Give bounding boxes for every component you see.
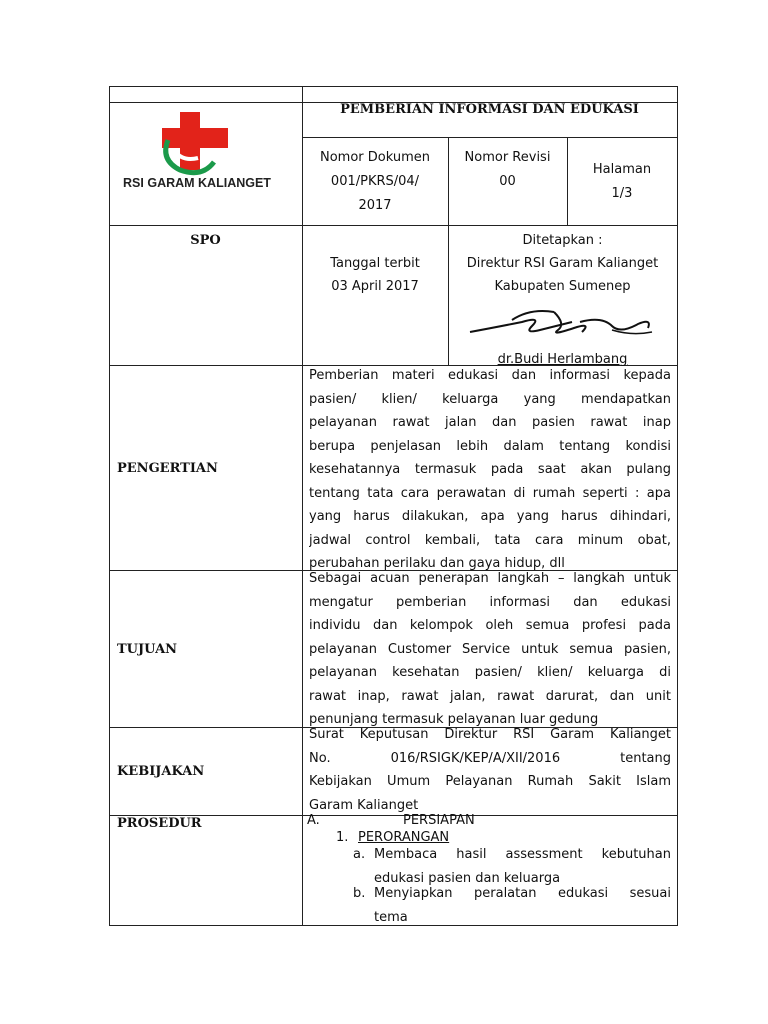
pengertian-line: pasien/ klien/ keluarga yang mendapatkan [309, 391, 671, 407]
prosedur-item-title: PERORANGAN [358, 830, 450, 845]
revision-value: 00 [499, 174, 516, 189]
doc-number-label: Nomor Dokumen [319, 150, 430, 165]
kebijakan-text [309, 723, 671, 817]
document-title: PEMBERIAN INFORMASI DAN EDUKASI [340, 102, 639, 117]
pengertian-label: PENGERTIAN [117, 461, 218, 476]
subitem-b-line: tema [374, 909, 408, 925]
subitem-b-line: Menyiapkan peralatan edukasi sesuai [374, 886, 671, 901]
pengertian-text [309, 364, 671, 576]
approval-line-3: Kabupaten Sumenep [494, 279, 631, 294]
subitem-letter-b: b. [353, 886, 366, 901]
subitem-b-text [374, 882, 671, 929]
signatory-name: dr.Budi Herlambang [497, 352, 628, 367]
prosedur-label: PROSEDUR [117, 816, 202, 831]
approval-line-1: Ditetapkan : [522, 233, 603, 248]
kebijakan-line: Surat Keputusan Direktur RSI Garam Kalianget [309, 727, 671, 742]
kebijakan-line: No. 016/RSIGK/KEP/A/XII/2016 tentang [309, 750, 671, 766]
prosedur-section-letter: A. [307, 813, 320, 828]
pengertian-line: berupa penjelasan lebih dalam tentang kondisi [309, 438, 671, 454]
logo-text: RSI GARAM KALIANGET [123, 176, 271, 190]
kebijakan-line: Garam Kalianget [309, 797, 419, 813]
revision-label: Nomor Revisi [464, 150, 551, 165]
pengertian-line: kesehatannya termasuk pada saat akan pulang [309, 462, 671, 477]
doc-number-line-1: 001/PKRS/04/ [330, 174, 420, 189]
page-value: 1/3 [611, 186, 633, 201]
kebijakan-label: KEBIJAKAN [117, 764, 205, 779]
pengertian-line: perubahan perilaku dan gaya hidup, dll [309, 556, 565, 571]
tujuan-line: mengatur pemberian informasi dan edukasi [309, 594, 671, 610]
spo-label: SPO [190, 233, 221, 248]
doc-number-line-2: 2017 [358, 198, 392, 213]
pengertian-line: pelayanan rawat jalan dan pasien rawat inap [309, 415, 671, 430]
issue-date-label: Tanggal terbit [330, 256, 420, 271]
prosedur-item-number: 1. [336, 830, 349, 845]
pengertian-line: yang harus dilakukan, apa yang harus dihindari, [309, 509, 671, 524]
signature-icon [462, 302, 662, 342]
subitem-a-line: edukasi pasien dan keluarga [374, 870, 561, 886]
subitem-a-line: Membaca hasil assessment kebutuhan [374, 847, 671, 862]
tujuan-line: penunjang termasuk pelayanan luar gedung [309, 712, 599, 727]
prosedur-section-title: PERSIAPAN [403, 813, 475, 828]
issue-date-value: 03 April 2017 [331, 279, 419, 294]
tujuan-line: pelayanan kesehatan pasien/ klien/ keluarga di [309, 665, 671, 680]
tujuan-text [309, 567, 671, 732]
page-label: Halaman [592, 162, 652, 177]
tujuan-line: pelayanan Customer Service untuk semua pasien, [309, 641, 671, 657]
tujuan-line: Sebagai acuan penerapan langkah – langkah untuk [309, 571, 671, 586]
tujuan-line: rawat inap, rawat jalan, rawat darurat, dan unit [309, 688, 671, 704]
pengertian-line: jadwal control kembali, tata cara minum obat, [309, 532, 671, 548]
tujuan-line: individu dan kelompok oleh semua profesi pada [309, 618, 671, 633]
tujuan-label: TUJUAN [117, 642, 178, 657]
pengertian-line: tentang tata cara perawatan di rumah seperti : apa [309, 485, 671, 501]
pengertian-line: Pemberian materi edukasi dan informasi kepada [309, 368, 671, 383]
hospital-logo [122, 112, 272, 194]
subitem-letter-a: a. [353, 847, 366, 862]
approval-line-2: Direktur RSI Garam Kalianget [466, 256, 659, 271]
kebijakan-line: Kebijakan Umum Pelayanan Rumah Sakit Islam [309, 774, 671, 789]
